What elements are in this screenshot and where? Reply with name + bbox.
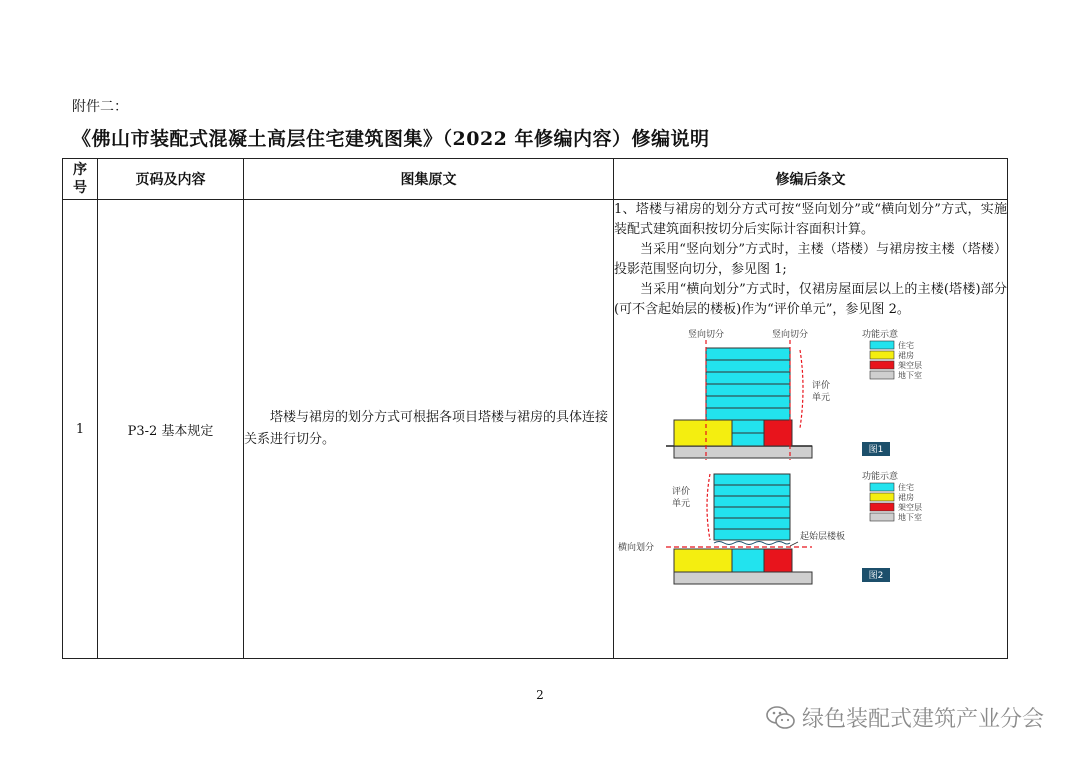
- document-title: 《佛山市装配式混凝土高层住宅建筑图集》（2022 年修编内容）修编说明: [72, 128, 710, 150]
- residential-tower: [714, 474, 790, 540]
- label-eval-unit-2: 单元: [812, 393, 831, 403]
- label-eval-unit-1: 评价: [672, 487, 691, 497]
- table-header-row: [63, 159, 1008, 200]
- svg-text:图1: 图1: [868, 445, 884, 455]
- legend-item: 裙房: [898, 351, 914, 360]
- legend-item: 架空层: [898, 361, 922, 370]
- header-revised: 修编后条文: [614, 159, 1008, 200]
- label-horizontal-division: 横向划分: [618, 543, 655, 553]
- annex-label: 附件二：: [72, 99, 128, 115]
- wechat-icon: [766, 705, 796, 731]
- legend-item: 裙房: [898, 493, 914, 502]
- revised-clause-3: 当采用“横向划分”方式时，仅裙房屋面层以上的主楼(塔楼)部分(可不含起始层的楼板)作为“评价单元”，参见图 2。: [614, 282, 1007, 317]
- legend-title: 功能示意: [862, 330, 899, 340]
- legend-2: [862, 470, 922, 522]
- row-seq: 1: [63, 200, 98, 659]
- figure-2-horizontal-division: [614, 470, 992, 588]
- revision-table: [62, 158, 1008, 659]
- podium-block: [674, 420, 732, 446]
- legend-item: 住宅: [898, 483, 914, 492]
- label-eval-unit-2: 单元: [672, 499, 691, 509]
- header-page: 页码及内容: [98, 159, 244, 200]
- row-revised-text: [614, 200, 1008, 659]
- label-eval-unit-1: 评价: [812, 381, 831, 391]
- row-original-text: 塔楼与裙房的划分方式可根据各项目塔楼与裙房的具体连接关系进行切分。: [244, 200, 614, 659]
- revised-clause-2: 当采用“竖向划分”方式时，主楼（塔楼）与裙房按主楼（塔楼）投影范围竖向切分，参见图 1;: [614, 242, 1007, 277]
- label-start-slab: 起始层楼板: [800, 532, 846, 542]
- basement-block: [674, 446, 812, 458]
- revised-clause-1: 1、塔楼与裙房的划分方式可按“竖向划分”或“横向划分”方式，实施装配式建筑面积按切分后实际计容面积计算。: [614, 202, 1007, 237]
- legend-item: 架空层: [898, 503, 922, 512]
- legend-title: 功能示意: [862, 472, 899, 482]
- figure-1-vertical-division: [614, 328, 992, 468]
- label-cut-left: 竖向切分: [687, 330, 725, 340]
- watermark: [766, 702, 1044, 733]
- legend-1: [862, 328, 922, 380]
- svg-text:图2: 图2: [868, 571, 884, 581]
- page-number: 2: [536, 688, 544, 702]
- legend-item: 住宅: [898, 341, 914, 350]
- stilt-floor-block: [764, 549, 792, 572]
- watermark-text: 绿色装配式建筑产业分会: [801, 707, 1044, 732]
- basement-block: [674, 572, 812, 584]
- podium-block: [674, 549, 732, 572]
- table-row: [63, 200, 1008, 659]
- legend-item: 地下室: [898, 371, 922, 380]
- row-page: P3-2 基本规定: [98, 200, 244, 659]
- stilt-floor-block: [764, 420, 792, 446]
- header-seq: 序号: [63, 159, 98, 200]
- legend-item: 地下室: [898, 513, 922, 522]
- label-cut-right: 竖向切分: [771, 330, 809, 340]
- header-original: 图集原文: [244, 159, 614, 200]
